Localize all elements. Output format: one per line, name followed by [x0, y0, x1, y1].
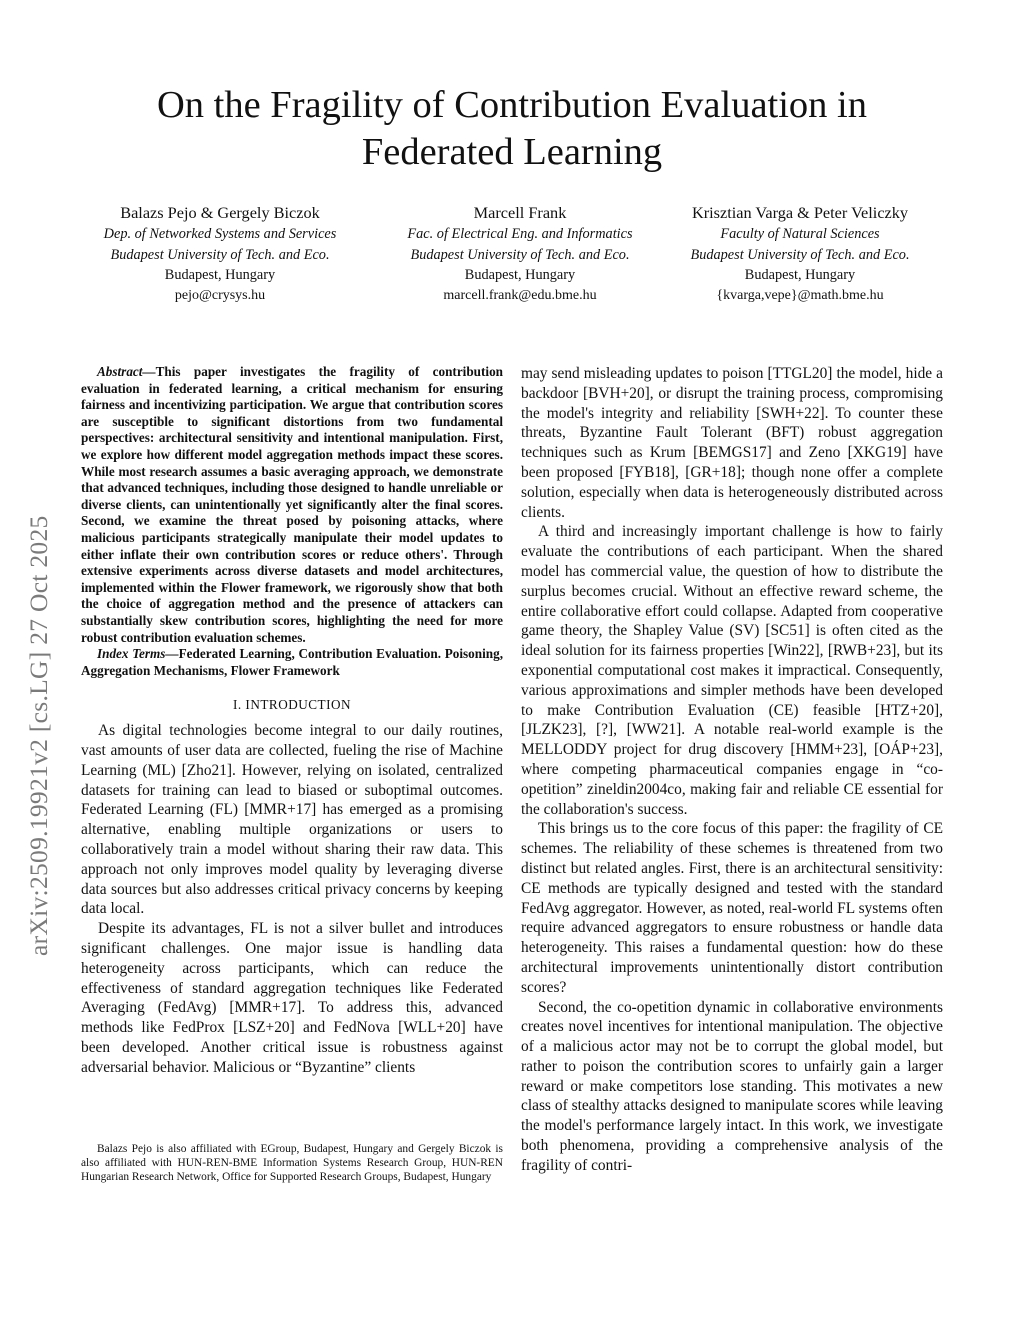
- paragraph: Second, the co-opetition dynamic in collaborative environments creates novel incentives for intentional manipulation. The objective of a malicious actor may not be to corrupt the global model, but rather to poison the contribution scores to unfairly gain a larger reward or make competitors lose standing. This motivates a new class of stealthy attacks designed to manipulate scores while leaving the model's performance largely intact. In this work, we investigate both phenomena, providing a comprehensive analysis of the fragility of contri-: [521, 998, 943, 1174]
- index-terms-text: Federated Learning, Contribution Evaluation. Poisoning, Aggregation Mechanisms, Flower Framework: [81, 646, 503, 678]
- author-email: {kvarga,vepe}@math.bme.hu: [716, 287, 884, 303]
- author-names: Balazs Pejo & Gergely Biczok: [120, 203, 320, 222]
- author-city: Budapest, Hungary: [464, 267, 576, 284]
- abstract-text: This paper investigates the fragility of contribution evaluation in federated learning, a critical mechanism for ensuring fairness and incentivizing participation. We argue that contribution scores are susceptible to significant distortions from two fundamental perspectives: architectural sensitivity and intentional manipulation. First, we explore how different model aggregation methods impact these scores. While most research assumes a basic averaging approach, we demonstrate that advanced techniques, including those designed to handle unreliable or diverse clients, can unintentionally yet significantly alter the final scores. Second, we examine the threat posed by poisoning attacks, where malicious participants strategically manipulate their model updates to either inflate their own contribution scores or reduce others'. Through extensive experiments across diverse datasets and model architectures, implemented within the Flower framework, we rigorously show that both the choice of aggregation method and the presence of attackers can substantially skew contribution scores, highlighting the need for more robust contribution evaluation schemes.: [81, 364, 503, 645]
- section-heading-introduction: I. INTRODUCTION: [232, 697, 352, 713]
- abstract: [81, 364, 503, 646]
- author-city: Budapest, Hungary: [744, 267, 856, 284]
- paragraph: A third and increasingly important challenge is how to fairly evaluate the contributions of each participant. When the shared model has commercial value, the question of how to distribute the surplus becomes crucial. Without an effective reward scheme, the entire collaborative effort could collapse. Adapted from cooperative game theory, the Shapley Value (SV) [SC51] is often cited as the ideal solution for its fairness properties [Win22], [RWB+23], but its exponential computational cost makes it impractical. Consequently, various approximations and simpler methods have been developed to make Contribution Evaluation (CE) feasible [HTZ+20], [JLZK23], [?], [WW21]. A notable real-world example is the MELLODDY project for drug discovery [HMM+23], [OÁP+23], where competing pharmaceutical companies engage in “co-opetition” zineldin2004co, making fair and reliable CE essential for the collaboration's success.: [521, 523, 943, 818]
- author-block-3: [660, 202, 940, 306]
- paper-title: On the Fragility of Contribution Evaluation in Federated Learning: [156, 84, 868, 173]
- paragraph: As digital technologies become integral to our daily routines, vast amounts of user data are collected, fueling the rise of Machine Learning (ML) [Zho21]. However, relying on isolated, centralized datasets for training can lead to biased or suboptimal outcomes. Federated Learning (FL) [MMR+17] has emerged as a promising alternative, enabling multiple organizations or users to collaboratively train a model without sharing their raw data. This approach not only improves model quality by leveraging diverse data sources but also addresses critical privacy concerns by keeping data local.: [81, 722, 503, 918]
- author-email: marcell.frank@edu.bme.hu: [443, 287, 597, 303]
- author-university: Budapest University of Tech. and Eco.: [690, 246, 910, 263]
- author-university: Budapest University of Tech. and Eco.: [110, 246, 330, 263]
- paragraph: This brings us to the core focus of this paper: the fragility of CE schemes. The reliability of these schemes is threatened from two distinct but related angles. First, there is an architectural sensitivity: CE methods are typically designed and tested with the standard FedAvg aggregator. However, as noted, real-world FL systems often require advanced aggregators to ensure robustness or handle data heterogeneity. This raises a fundamental question: how do these architectural improvements unintentionally distort contribution scores?: [521, 820, 943, 996]
- author-block-1: [70, 202, 370, 306]
- author-university: Budapest University of Tech. and Eco.: [410, 246, 630, 263]
- author-city: Budapest, Hungary: [164, 267, 276, 284]
- index-terms-label: Index Terms—: [97, 646, 179, 662]
- author-names: Marcell Frank: [473, 203, 567, 222]
- left-column: [81, 364, 503, 1078]
- paragraph: may send misleading updates to poison [TTGL20] the model, hide a backdoor [BVH+20], or disrupt the training process, compromising the model's integrity and reliability [SWH+22]. To counter these threats, Byzantine Fault Tolerant (BFT) robust aggregation techniques such as Krum [BEMGS17] and Zeno [XKG19] have been proposed [FYB18], [GR+18]; though none offer a complete solution, especially when data is heterogeneously distributed across clients.: [521, 365, 943, 521]
- affiliation-footnote: Balazs Pejo is also affiliated with EGroup, Budapest, Hungary and Gergely Biczok is also affiliated with HUN-REN-BME Information Systems Research Group, HUN-REN Hungarian Research Network, Office for Supported Research Groups, Budapest, Hungary: [81, 1143, 503, 1184]
- author-department: Fac. of Electrical Eng. and Informatics: [407, 226, 633, 242]
- author-department: Faculty of Natural Sciences: [720, 226, 880, 242]
- author-department: Dep. of Networked Systems and Services: [103, 226, 337, 242]
- abstract-label: Abstract—: [97, 364, 156, 379]
- right-column: [521, 364, 943, 1176]
- author-email: pejo@crysys.hu: [174, 287, 266, 303]
- arxiv-identifier: arXiv:2509.19921v2 [cs.LG] 27 Oct 2025: [24, 515, 53, 956]
- paragraph: Despite its advantages, FL is not a silver bullet and introduces significant challenges. One major issue is handling data heterogeneity across participants, which can reduce the effectiveness of standard aggregation techniques like Federated Averaging (FedAvg) [MMR+17]. To address this, advanced methods like FedProx [LSZ+20] and FedNova [WLL+20] have been developed. Another critical issue is robustness against adversarial behavior. Malicious or “Byzantine” clients: [81, 920, 503, 1076]
- author-block-2: [375, 202, 665, 306]
- index-terms: [81, 646, 503, 679]
- author-names: Krisztian Varga & Peter Veliczky: [691, 203, 909, 222]
